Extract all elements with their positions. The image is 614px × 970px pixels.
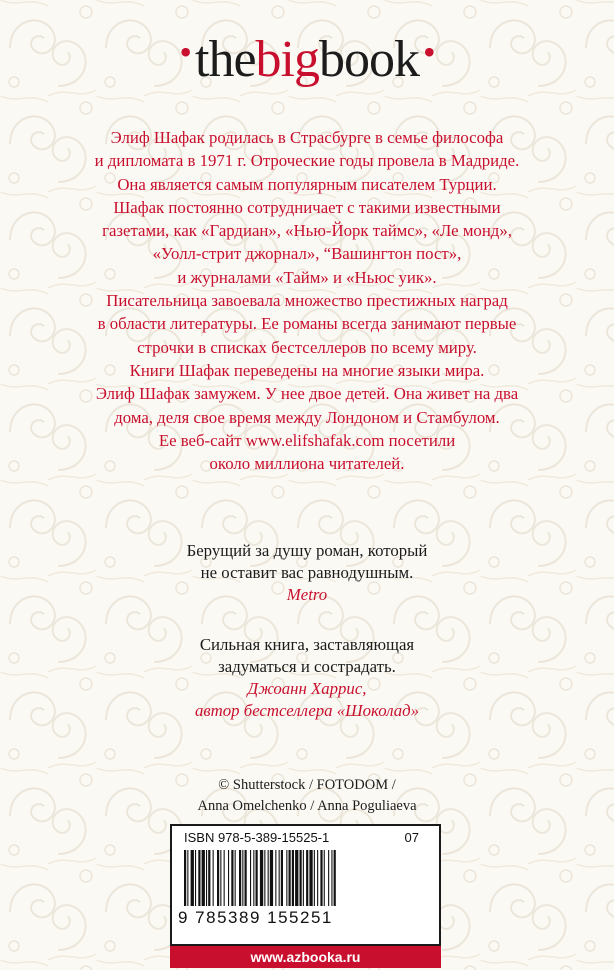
barcode-bar (224, 850, 225, 906)
quote-line: Берущий за душу роман, который (186, 541, 428, 560)
barcode-bar (217, 850, 219, 906)
barcode-bar (206, 850, 207, 906)
isbn-addon: 07 (404, 830, 419, 845)
barcode-bar (220, 850, 221, 906)
barcode-bar (264, 850, 265, 906)
barcode-bar (228, 850, 229, 906)
barcode-digits: 9 785389 155251 (178, 908, 333, 927)
barcode-bar (309, 850, 312, 906)
author-bio (20, 126, 594, 475)
bio-line: Шафак постоянно сотрудничает с такими известными (113, 197, 501, 217)
barcode-bar (275, 850, 276, 906)
barcode-bar (270, 850, 273, 906)
barcode-bar (260, 850, 263, 906)
logo-big: big (255, 31, 319, 88)
barcode-bar (279, 850, 280, 906)
quote-source: Metro (286, 585, 328, 604)
barcode-bar (324, 850, 325, 906)
barcode-bar (208, 850, 210, 906)
barcode-bar (242, 850, 243, 906)
barcode-bar (184, 850, 186, 906)
bio-line: Писательница завоевала множество престижных наград (106, 291, 508, 311)
credit-line: © Shutterstock / FOTODOM / (218, 777, 396, 793)
barcode-bars (182, 850, 432, 906)
quote-line: задуматься и сострадать. (218, 657, 396, 676)
logo-dot-left: • (179, 32, 191, 72)
barcode-bar (286, 850, 287, 906)
barcode-bar (253, 850, 254, 906)
bio-line: Она является самым популярным писателем Турции. (117, 174, 497, 194)
barcode-bar (191, 850, 194, 906)
logo-dot-right: • (422, 32, 435, 72)
barcode-bar (202, 850, 205, 906)
barcode-bar (314, 850, 315, 906)
barcode-bar (213, 850, 214, 906)
bio-line: и журналами «Тайм» и «Ньюс уик». (177, 267, 437, 287)
barcode-bar (292, 850, 294, 906)
review-quote-metro (0, 540, 614, 606)
quote-line: не оставит вас равнодушным. (200, 563, 414, 582)
review-quote-harris (0, 634, 614, 722)
photo-credits (0, 775, 614, 817)
isbn-label: ISBN 978-5-389-15525-1 (184, 830, 330, 845)
bio-line: Ее веб-сайт www.elifshafak.com посетили (158, 430, 456, 450)
bio-line: и дипломата в 1971 г. Отроческие годы провела в Мадриде. (94, 151, 520, 171)
barcode-bar (245, 850, 247, 906)
barcode-bar (198, 850, 200, 906)
barcode-bar (295, 850, 298, 906)
quote-line: Сильная книга, заставляющая (199, 635, 415, 654)
bio-line: дома, деля свое время между Лондоном и Стамбулом. (114, 407, 500, 427)
barcode-bar (334, 850, 336, 906)
barcode-bar (281, 850, 283, 906)
barcode-bar (328, 850, 329, 906)
barcode-bar (317, 850, 318, 906)
publisher-website: www.azbooka.ru (170, 946, 441, 968)
barcode-bar (331, 850, 332, 906)
bio-line: «Уолл-стрит джорнал», “Вашингтон пост», (152, 244, 462, 264)
barcode-bar (235, 850, 236, 906)
barcode-bar (320, 850, 322, 906)
barcode-bar (195, 850, 196, 906)
credit-line: Anna Omelchenko / Anna Poguliaeva (197, 798, 417, 814)
logo-the: the (195, 31, 256, 88)
bio-line: строчки в списках бестселлеров по всему миру. (137, 337, 477, 357)
bio-line: газетами, как «Гардиан», «Нью-Йорк таймс», «Ле монд», (102, 221, 512, 241)
barcode-bar (256, 850, 258, 906)
barcode-bar (231, 850, 233, 906)
bio-line: около миллиона читателей. (209, 454, 405, 474)
barcode-bar (250, 850, 251, 906)
barcode-bar (239, 850, 241, 906)
publisher-logo (0, 31, 614, 88)
bio-line: Книги Шафак переведены на многие языки мира. (129, 360, 485, 380)
barcode-bar (300, 850, 302, 906)
barcode-box (170, 824, 441, 946)
barcode-bar (187, 850, 188, 906)
barcode-bar (289, 850, 291, 906)
bio-line: Элиф Шафак родилась в Страсбурге в семье философа (110, 128, 504, 147)
barcode-bar (306, 850, 308, 906)
barcode-bar (303, 850, 304, 906)
bio-line: Элиф Шафак замужем. У нее двое детей. Она живет на два (95, 384, 519, 404)
quote-source: Джоанн Харрис, (247, 679, 367, 698)
barcode-bar (268, 850, 269, 906)
bio-line: в области литературы. Ее романы всегда занимают первые (97, 314, 517, 334)
logo-book: book (318, 31, 419, 88)
quote-source: автор бестселлера «Шоколад» (195, 701, 419, 720)
